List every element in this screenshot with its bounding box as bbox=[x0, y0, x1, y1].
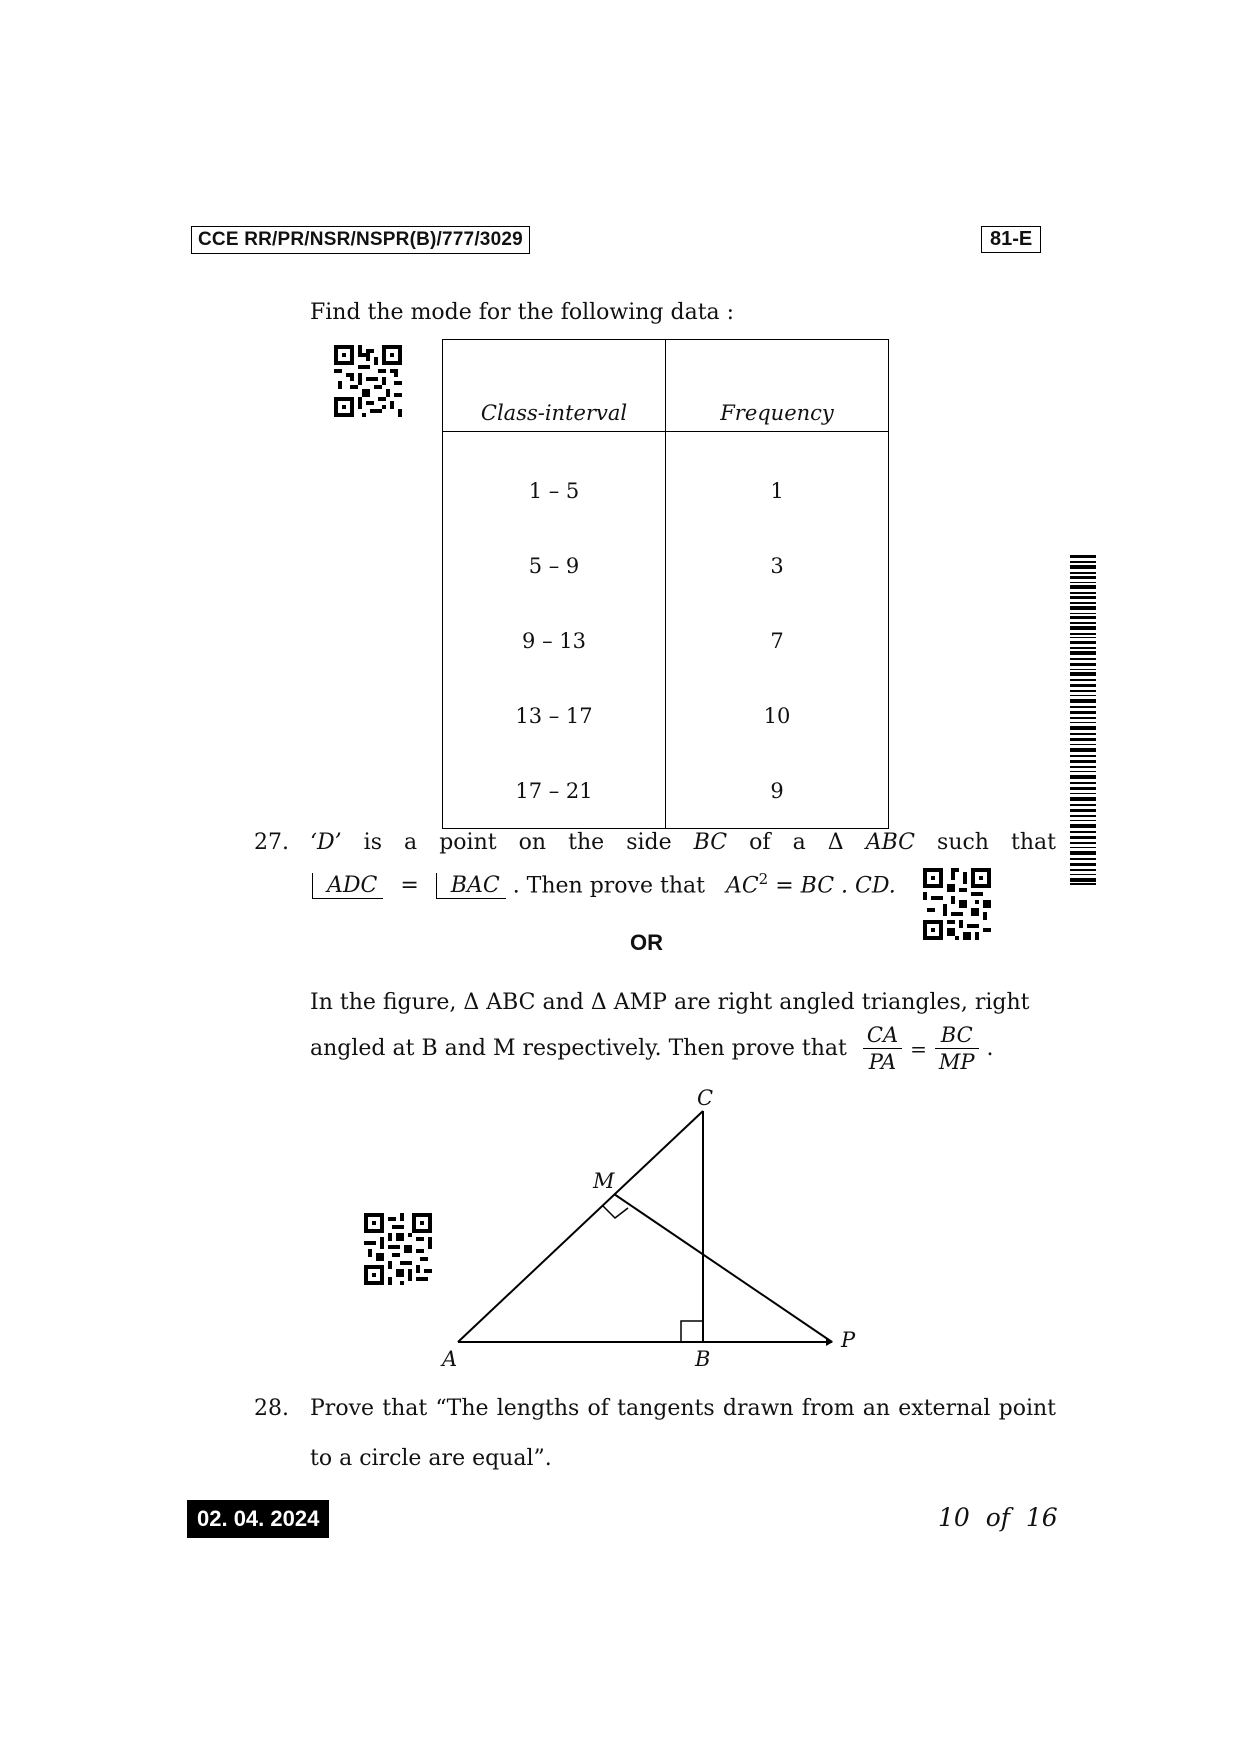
word: a bbox=[404, 830, 418, 855]
table-cell: 1 bbox=[666, 432, 889, 529]
word: Δ bbox=[827, 830, 844, 855]
paper-id: 81-E bbox=[981, 226, 1041, 253]
label-a: A bbox=[442, 1347, 458, 1371]
q27-line2: ADC = BAC . Then prove that $AC^2$ = BC . CD. bbox=[312, 864, 896, 901]
label-b: B bbox=[695, 1347, 711, 1371]
q28-line2: to a circle are equal”. bbox=[310, 1446, 552, 1471]
page-number: 10 of 16 bbox=[938, 1503, 1058, 1532]
right-angle-b bbox=[681, 1321, 703, 1342]
word: is bbox=[363, 830, 382, 855]
table-cell: 13 – 17 bbox=[443, 678, 666, 753]
table-cell: 10 bbox=[666, 678, 889, 753]
triangle-figure bbox=[440, 1085, 870, 1375]
table-cell: 1 – 5 bbox=[443, 432, 666, 529]
q27-alt-line2: angled at B and M respectively. Then prove that $\frac{CA}{PA}$ = $\frac{BC}{MP}$ . bbox=[310, 1023, 994, 1074]
q26-intro: Find the mode for the following data : bbox=[310, 300, 735, 325]
label-m: M bbox=[593, 1169, 615, 1193]
q28-number: 28. bbox=[254, 1396, 289, 1421]
barcode-icon bbox=[1070, 555, 1096, 885]
table-cell: 17 – 21 bbox=[443, 753, 666, 829]
side-mp bbox=[614, 1194, 832, 1342]
label-c: C bbox=[697, 1086, 714, 1110]
table-cell: 5 – 9 bbox=[443, 528, 666, 603]
q27-alt-line1: In the figure, Δ ABC and Δ AMP are right angled triangles, right bbox=[310, 990, 1030, 1015]
q28-line1: Prove that “The lengths of tangents drawn from an external point bbox=[310, 1396, 1056, 1421]
table-cell: 3 bbox=[666, 528, 889, 603]
table-row bbox=[443, 678, 889, 753]
q27-line1 bbox=[310, 828, 1056, 858]
table-row bbox=[443, 528, 889, 603]
or-separator: OR bbox=[630, 930, 663, 955]
word: that bbox=[1011, 830, 1056, 855]
word: ABC bbox=[865, 830, 915, 855]
paper-code: CCE RR/PR/NSR/NSPR(B)/777/3029 bbox=[191, 226, 530, 254]
word: point bbox=[439, 830, 497, 855]
word: of bbox=[749, 830, 771, 855]
side-ac bbox=[458, 1111, 703, 1342]
angle-adc: ADC bbox=[312, 873, 383, 899]
fraction-ca-pa: $\frac{CA}{PA}$ bbox=[863, 1022, 902, 1075]
word: the bbox=[568, 830, 605, 855]
qr-code-icon bbox=[334, 345, 402, 417]
word: side bbox=[626, 830, 672, 855]
table-row bbox=[443, 432, 889, 529]
frequency-table bbox=[442, 339, 889, 829]
qr-code-icon bbox=[364, 1213, 432, 1285]
word: a bbox=[792, 830, 806, 855]
label-p: P bbox=[841, 1328, 856, 1352]
q27-number: 27. bbox=[254, 830, 289, 855]
fraction-bc-mp: $\frac{BC}{MP}$ bbox=[935, 1022, 979, 1075]
exam-date-badge: 02. 04. 2024 bbox=[187, 1500, 329, 1538]
table-header: Class-interval bbox=[443, 340, 666, 432]
word: BC bbox=[693, 830, 728, 855]
word: on bbox=[518, 830, 547, 855]
angle-bac: BAC bbox=[436, 873, 506, 899]
word: such bbox=[937, 830, 989, 855]
table-cell: 9 – 13 bbox=[443, 603, 666, 678]
table-row bbox=[443, 753, 889, 829]
table-header: Frequency bbox=[666, 340, 889, 432]
qr-code-icon bbox=[923, 868, 991, 940]
table-cell: 9 bbox=[666, 753, 889, 829]
table-cell: 7 bbox=[666, 603, 889, 678]
right-angle-m bbox=[602, 1205, 628, 1218]
table-row bbox=[443, 603, 889, 678]
word: ‘D’ bbox=[310, 830, 342, 855]
